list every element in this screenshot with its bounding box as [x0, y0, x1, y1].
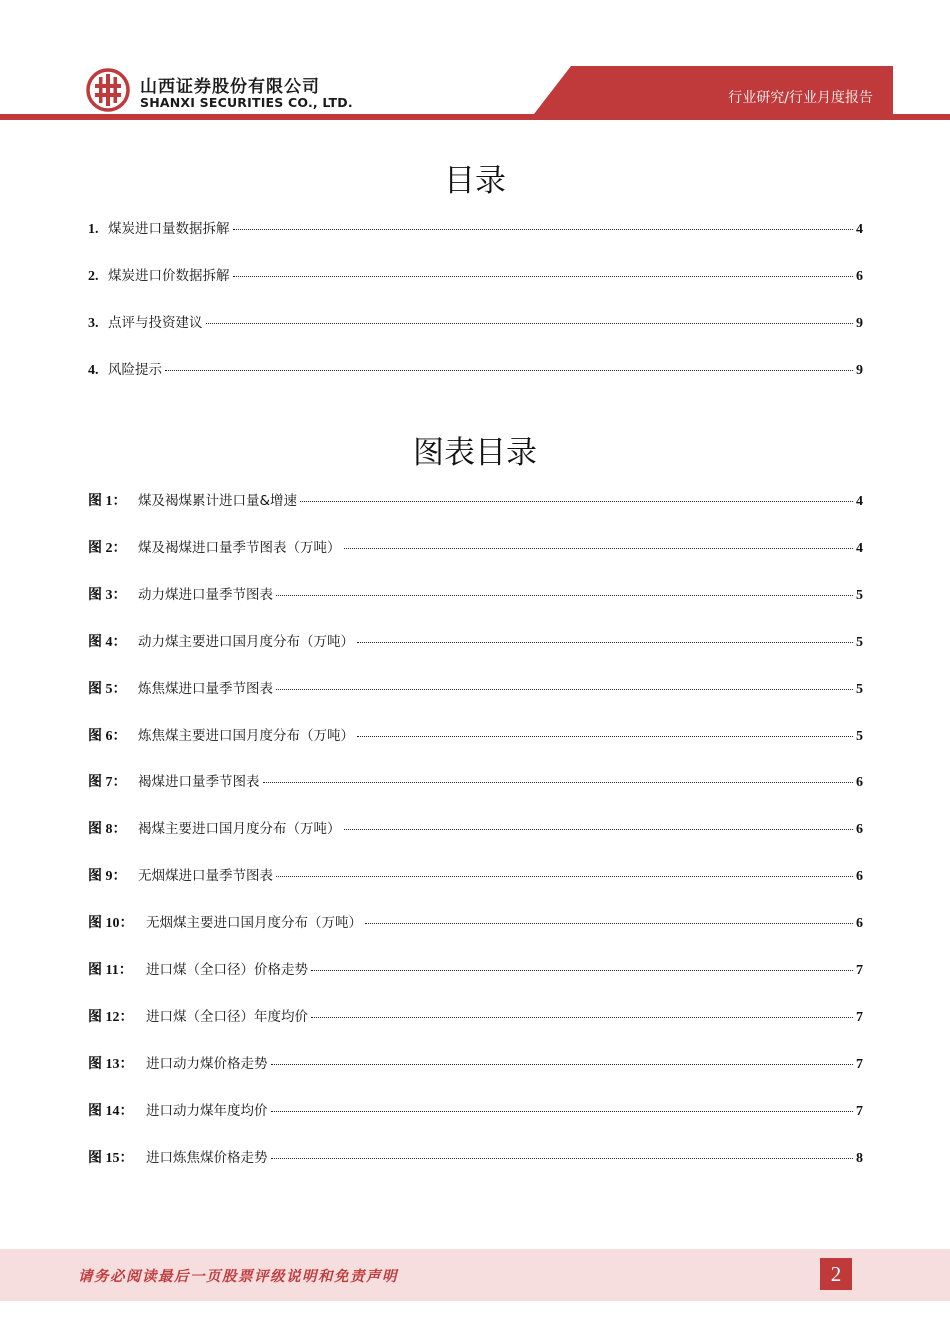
figure-entry-number: 图 6：: [88, 729, 127, 744]
figure-entry[interactable]: [88, 819, 863, 839]
figure-entry-page: 5: [856, 729, 863, 744]
figure-entry-number: 图 11：: [88, 963, 133, 978]
figure-entry[interactable]: [88, 538, 863, 558]
dot-leader: [206, 322, 854, 324]
figure-entry[interactable]: [88, 632, 863, 652]
figure-entry[interactable]: [88, 1054, 863, 1074]
figure-entry[interactable]: [88, 960, 863, 980]
dot-leader: [357, 735, 853, 737]
toc-entry-number: 1.: [88, 222, 99, 237]
figure-entry-page: 6: [856, 775, 863, 790]
dot-leader: [300, 500, 853, 502]
figure-entry-text: 炼焦煤进口量季节图表: [138, 681, 273, 697]
figure-entry[interactable]: [88, 913, 863, 933]
toc-entry-number: 2.: [88, 269, 99, 284]
figure-list-title: 图表目录: [413, 435, 537, 471]
toc-entry-text: 点评与投资建议: [108, 315, 203, 331]
toc-entry[interactable]: [88, 360, 863, 380]
dot-leader: [271, 1157, 854, 1159]
figure-entry-number: 图 7：: [88, 775, 127, 790]
figure-entry-page: 5: [856, 588, 863, 603]
dot-leader: [263, 781, 854, 783]
figure-entry-page: 5: [856, 682, 863, 697]
toc-entry-number: 3.: [88, 316, 99, 331]
dot-leader: [271, 1110, 854, 1112]
figure-entry-text: 煤及褐煤进口量季节图表（万吨）: [138, 540, 341, 556]
figure-entry-text: 动力煤主要进口国月度分布（万吨）: [138, 634, 354, 650]
figure-entry[interactable]: [88, 491, 863, 511]
figure-entry-text: 进口炼焦煤价格走势: [146, 1150, 268, 1166]
figure-entry[interactable]: [88, 679, 863, 699]
figure-entry-text: 进口煤（全口径）年度均价: [146, 1009, 308, 1025]
figure-entry[interactable]: [88, 726, 863, 746]
dot-leader: [271, 1063, 854, 1065]
dot-leader: [276, 594, 853, 596]
toc-entry-page: 9: [856, 363, 863, 378]
figure-entry-number: 图 10：: [88, 916, 134, 931]
figure-entry-number: 图 5：: [88, 682, 127, 697]
figure-entry-page: 6: [856, 822, 863, 837]
dot-leader: [165, 369, 853, 371]
toc-entry-page: 6: [856, 269, 863, 284]
toc-entry-page: 9: [856, 316, 863, 331]
figure-entry-text: 进口煤（全口径）价格走势: [146, 962, 308, 978]
dot-leader: [344, 547, 854, 549]
figure-entry-number: 图 1：: [88, 494, 127, 509]
toc-entry-text: 煤炭进口量数据拆解: [108, 221, 230, 237]
toc-entry-text: 风险提示: [108, 362, 162, 378]
toc-title: 目录: [444, 163, 506, 199]
figure-entry[interactable]: [88, 772, 863, 792]
toc-entry-text: 煤炭进口价数据拆解: [108, 268, 230, 284]
figure-entry-page: 4: [856, 494, 863, 509]
figure-entry-page: 7: [856, 1057, 863, 1072]
dot-leader: [311, 969, 853, 971]
dot-leader: [276, 688, 853, 690]
figure-entry-text: 煤及褐煤累计进口量&增速: [138, 493, 298, 509]
figure-entry-text: 无烟煤进口量季节图表: [138, 868, 273, 884]
figure-entry-page: 8: [856, 1151, 863, 1166]
company-logo-icon: [86, 68, 130, 112]
dot-leader: [233, 275, 854, 277]
figure-entry[interactable]: [88, 585, 863, 605]
figure-entry-number: 图 14：: [88, 1104, 134, 1119]
company-name-cn: 山西证券股份有限公司: [140, 77, 320, 97]
figure-entry-text: 褐煤进口量季节图表: [138, 774, 260, 790]
figure-entry-number: 图 3：: [88, 588, 127, 603]
figure-entry-text: 动力煤进口量季节图表: [138, 587, 273, 603]
figure-entry[interactable]: [88, 1101, 863, 1121]
dot-leader: [365, 922, 853, 924]
figure-entry[interactable]: [88, 1007, 863, 1027]
figure-entry-text: 炼焦煤主要进口国月度分布（万吨）: [138, 728, 354, 744]
figure-entry-text: 无烟煤主要进口国月度分布（万吨）: [146, 915, 362, 931]
page-header: [0, 0, 950, 130]
toc-entry-number: 4.: [88, 363, 99, 378]
dot-leader: [344, 828, 854, 830]
figure-entry-page: 6: [856, 869, 863, 884]
report-type-label: 行业研究/行业月度报告: [728, 90, 873, 106]
figure-entry-text: 进口动力煤价格走势: [146, 1056, 268, 1072]
figure-entry-page: 7: [856, 1010, 863, 1025]
figure-entry-number: 图 15：: [88, 1151, 134, 1166]
toc-entry[interactable]: [88, 219, 863, 239]
disclaimer-notice: 请务必阅读最后一页股票评级说明和免责声明: [78, 1268, 398, 1285]
toc-entry[interactable]: [88, 313, 863, 333]
figure-entry-number: 图 8：: [88, 822, 127, 837]
figure-entry-page: 7: [856, 963, 863, 978]
dot-leader: [276, 875, 853, 877]
figure-entry-number: 图 13：: [88, 1057, 134, 1072]
figure-entry-page: 6: [856, 916, 863, 931]
figure-entry-page: 7: [856, 1104, 863, 1119]
toc-entry-page: 4: [856, 222, 863, 237]
dot-leader: [233, 228, 854, 230]
figure-entry-number: 图 2：: [88, 541, 127, 556]
figure-entry[interactable]: [88, 866, 863, 886]
company-name-en: SHANXI SECURITIES CO., LTD.: [140, 95, 353, 110]
dot-leader: [357, 641, 853, 643]
figure-entry-number: 图 12：: [88, 1010, 134, 1025]
figure-entry-text: 褐煤主要进口国月度分布（万吨）: [138, 821, 341, 837]
figure-entry[interactable]: [88, 1148, 863, 1168]
page-footer: [0, 1249, 950, 1301]
figure-entry-number: 图 4：: [88, 635, 127, 650]
figure-entry-number: 图 9：: [88, 869, 127, 884]
dot-leader: [311, 1016, 853, 1018]
toc-entry[interactable]: [88, 266, 863, 286]
figure-entry-page: 4: [856, 541, 863, 556]
page-number: 2: [820, 1258, 852, 1290]
figure-entry-page: 5: [856, 635, 863, 650]
figure-entry-text: 进口动力煤年度均价: [146, 1103, 268, 1119]
